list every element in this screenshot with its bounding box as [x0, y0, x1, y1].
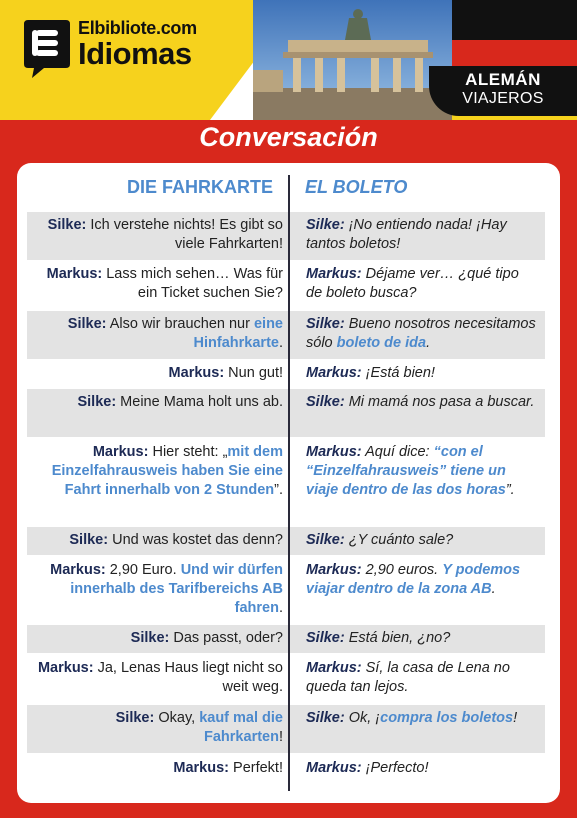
dialogue-text: ! [513, 710, 518, 726]
speaker-name: Silke: [69, 532, 109, 548]
highlighted-phrase: compra los boletos [380, 710, 514, 726]
dialogue-text: ¿Y cuánto sale? [344, 532, 454, 548]
dialogue-text: Mi mamá nos pasa a buscar. [344, 394, 535, 410]
logo-icon [22, 18, 72, 80]
speaker-name: Silke: [77, 394, 117, 410]
german-line [33, 709, 283, 747]
dialogue-text: Das passt, oder? [169, 630, 283, 646]
german-line [33, 561, 283, 618]
page-title: Conversación [199, 122, 378, 152]
speaker-name: Markus: [306, 660, 362, 676]
dialogue-text: Aquí dice: [361, 444, 434, 460]
spanish-line [306, 216, 538, 254]
speaker-name: Silke: [130, 630, 170, 646]
conversation-row [27, 625, 545, 653]
dialogue-text: Ok, ¡ [344, 710, 381, 726]
brand-site: Elbibliote.com [78, 18, 197, 38]
speaker-name: Markus: [306, 365, 362, 381]
highlighted-phrase: Und wir dürfen innerhalb des Tarifbereichs AB fahren [70, 562, 283, 616]
highlighted-phrase: boleto de ida [336, 335, 427, 351]
conversation-row [27, 557, 545, 623]
speaker-name: Markus: [173, 760, 229, 776]
dialogue-text: . [426, 335, 431, 351]
dialogue-text: Está bien, ¿no? [344, 630, 451, 646]
speaker-name: Silke: [306, 630, 345, 646]
highlighted-phrase: kauf mal die Fahrkarten [199, 710, 283, 745]
dialogue-text: 2,90 euros. [361, 562, 443, 578]
column-header-spanish: EL BOLETO [305, 177, 408, 197]
speaker-name: Markus: [50, 562, 106, 578]
spanish-line [306, 393, 538, 412]
spanish-line [306, 659, 538, 697]
german-line [33, 216, 283, 254]
conversation-row [27, 360, 545, 388]
dialogue-text: ! [278, 729, 283, 745]
speaker-name: Markus: [306, 444, 362, 460]
dialogue-text: ¡No entiendo nada! ¡Hay tantos boletos! [306, 217, 507, 252]
tag-language: ALEMÁN [465, 70, 541, 89]
dialogue-text: ”. [274, 482, 283, 498]
speaker-name: Markus: [306, 562, 362, 578]
speaker-name: Silke: [67, 316, 107, 332]
spanish-line [306, 364, 538, 383]
speaker-name: Markus: [92, 444, 149, 460]
german-line [33, 364, 283, 383]
speaker-name: Markus: [37, 660, 94, 676]
speaker-name: Silke: [306, 394, 345, 410]
conversation-row [27, 261, 545, 309]
dialogue-text: ¡Perfecto! [361, 760, 429, 776]
dialogue-text: . [491, 581, 496, 597]
highlighted-phrase: eine Hinfahrkarte [193, 316, 283, 351]
brand [78, 18, 197, 72]
conversation-row [27, 389, 545, 437]
german-line [33, 315, 283, 353]
conversation-row [27, 655, 545, 703]
dialogue-text: . [278, 335, 283, 351]
dialogue-text: Ich verstehe nichts! Es gibt so viele Fahrkarten! [86, 217, 283, 252]
conversation-row [27, 212, 545, 260]
column-header-german: DIE FAHRKARTE [126, 177, 273, 197]
spanish-line [306, 315, 538, 353]
dialogue-text: Hier steht: „ [148, 444, 228, 460]
spanish-line [306, 759, 538, 778]
speaker-name: Silke: [115, 710, 155, 726]
highlighted-phrase: Y podemos viajar dentro de la zona AB [306, 562, 521, 597]
dialogue-text: ¡Está bien! [361, 365, 435, 381]
german-line [33, 659, 283, 697]
dialogue-text: Sí, la casa de Lena no queda tan lejos. [306, 660, 510, 695]
spanish-line [306, 709, 538, 728]
language-tag [429, 66, 577, 116]
speaker-name: Markus: [306, 266, 362, 282]
conversation-card [17, 163, 560, 803]
spanish-line [306, 443, 538, 500]
dialogue-text: Nun gut! [224, 365, 283, 381]
speaker-name: Markus: [168, 365, 225, 381]
speaker-name: Silke: [306, 316, 345, 332]
dialogue-text: Okay, [154, 710, 200, 726]
dialogue-text: Déjame ver… ¿qué tipo de boleto busca? [306, 266, 519, 301]
conversation-row [27, 439, 545, 525]
speaker-name: Markus: [306, 760, 362, 776]
brand-name: Idiomas [78, 36, 192, 71]
spanish-line [306, 265, 538, 303]
german-line [33, 265, 283, 303]
spanish-line [306, 531, 538, 550]
speaker-name: Silke: [47, 217, 87, 233]
dialogue-text: 2,90 Euro. [105, 562, 181, 578]
speaker-name: Markus: [46, 266, 103, 282]
german-line [33, 531, 283, 550]
header [0, 0, 577, 120]
highlighted-phrase: “con el “Einzelfahrausweis” tiene un viaje dentro de las dos horas [306, 444, 506, 498]
dialogue-text: Und was kostet das denn? [108, 532, 283, 548]
dialogue-text: Bueno nosotros necesitamos sólo [306, 316, 536, 351]
german-line [33, 629, 283, 648]
dialogue-text: Also wir brauchen nur [106, 316, 254, 332]
speaker-name: Silke: [306, 532, 345, 548]
german-line [33, 393, 283, 412]
highlighted-phrase: mit dem Einzelfahrausweis haben Sie eine Fahrt innerhalb von 2 Stunden [51, 444, 283, 498]
dialogue-text: Perfekt! [229, 760, 283, 776]
dialogue-text: Lass mich sehen… Was für ein Ticket suchen Sie? [102, 266, 283, 301]
conversation-row [27, 527, 545, 555]
conversation-row [27, 755, 545, 783]
german-line [33, 759, 283, 778]
conversation-row [27, 705, 545, 753]
column-divider [288, 175, 290, 791]
tag-topic: VIAJEROS [462, 90, 544, 107]
speaker-name: Silke: [306, 710, 345, 726]
dialogue-text: Ja, Lenas Haus liegt nicht so weit weg. [93, 660, 283, 695]
dialogue-text: Meine Mama holt uns ab. [116, 394, 283, 410]
dialogue-text: . [278, 600, 283, 616]
spanish-line [306, 629, 538, 648]
conversation-row [27, 311, 545, 359]
spanish-line [306, 561, 538, 599]
dialogue-text: ”. [505, 482, 515, 498]
german-line [33, 443, 283, 500]
speaker-name: Silke: [306, 217, 345, 233]
